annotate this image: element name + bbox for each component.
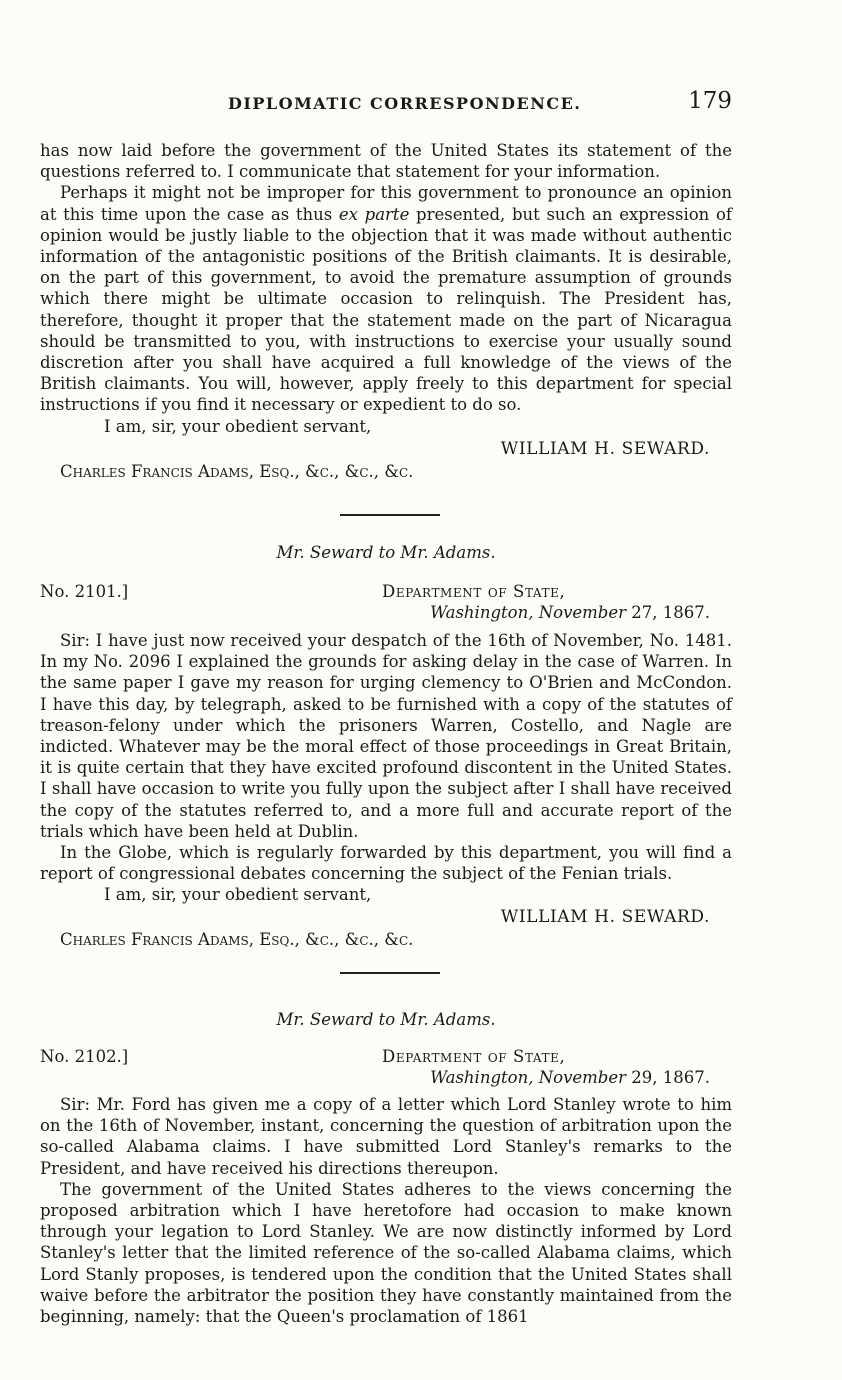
page-header	[40, 88, 732, 118]
date-line: Washington, November 27, 1867.	[430, 603, 710, 622]
closing-line: I am, sir, your obedient servant,	[104, 885, 372, 905]
letter-title: Mr. Seward to Mr. Adams.	[276, 1010, 496, 1029]
running-title: DIPLOMATIC CORRESPONDENCE.	[228, 94, 582, 113]
date-line: Washington, November 29, 1867.	[430, 1068, 710, 1087]
letter-title: Mr. Seward to Mr. Adams.	[276, 543, 496, 562]
department: Department of State,	[382, 582, 566, 601]
section-divider	[340, 972, 440, 974]
letter-1-paragraph: has now laid before the government of the United States its statement of the questions referred to. I communicate that statement for your information.	[40, 141, 732, 182]
document-page	[40, 0, 732, 1380]
letter-3	[40, 1094, 732, 1327]
addressee: Charles Francis Adams, Esq., &c., &c., &c.	[60, 461, 414, 481]
letter-dateline	[40, 582, 732, 628]
letter-dateline	[40, 1047, 732, 1093]
letter-3-paragraph: Sir: Mr. Ford has given me a copy of a letter which Lord Stanley wrote to him on the 16th of November, instant, concerning the question of arbitration upon the so-called Alabama claims. I have submitted Lord Stanley's remarks to the President, and have received his directions thereupon.	[40, 1095, 732, 1178]
addressee: Charles Francis Adams, Esq., &c., &c., &c.	[60, 930, 414, 950]
section-divider	[340, 514, 440, 516]
letter-1	[40, 140, 732, 483]
signature: WILLIAM H. SEWARD.	[500, 438, 710, 459]
letter-3-paragraph: The government of the United States adheres to the views concerning the proposed arbitration which I have heretofore had occasion to make known through your legation to Lord Stanley. We are now distinctly informed by Lord Stanley's letter that the limited reference of the so-called Alabama claims, which Lord Stanly proposes, is tendered upon the condition that the United States shall waive before the arbitrator the position they have constantly maintained from the beginning, namely: that the Queen's proclamation of 1861	[40, 1179, 732, 1327]
despatch-number: No. 2102.]	[40, 1047, 129, 1066]
letter-2	[40, 630, 732, 951]
letter-2-paragraph: Sir: I have just now received your despatch of the 16th of November, No. 1481. In my No. 2096 I explained the grounds for asking delay in the case of Warren. In the same paper I gave my reason for urging clemency to O'Brien and McCondon. I have this day, by telegraph, asked to be furnished with a copy of the statutes of treason-felony under which the prisoners Warren, Costello, and Nagle are indicted. Whatever may be the moral effect of those proceedings in Great Britain, it is quite certain that they have excited profound discontent in the United States. I shall have occasion to write you fully upon the subject after I shall have received the copy of the statutes referred to, and a more full and accurate report of the trials which have been held at Dublin.	[40, 631, 732, 841]
signature: WILLIAM H. SEWARD.	[500, 907, 710, 928]
page-number: 179	[688, 88, 732, 114]
letter-2-paragraph: In the Globe, which is regularly forwarded by this department, you will find a report of congressional debates concerning the subject of the Fenian trials.	[40, 843, 732, 884]
letter-1-paragraph: Perhaps it might not be improper for this government to pronounce an opinion at this time upon the case as thus ex parte presented, but such an expression of opinion would be justly liable to the objection that it was made without authentic information of the antagonistic positions of the British claimants. It is desirable, on the part of this government, to avoid the premature assumption of grounds which there might be ultimate occasion to relinquish. The President has, therefore, thought it proper that the statement made on the part of Nicaragua should be transmitted to you, with instructions to exercise your usually sound discretion after you shall have acquired a full knowledge of the views of the British claimants. You will, however, apply freely to this department for special instructions if you find it necessary or expedient to do so.	[40, 183, 732, 415]
department: Department of State,	[382, 1047, 566, 1066]
despatch-number: No. 2101.]	[40, 582, 129, 601]
closing-line: I am, sir, your obedient servant,	[104, 416, 372, 436]
